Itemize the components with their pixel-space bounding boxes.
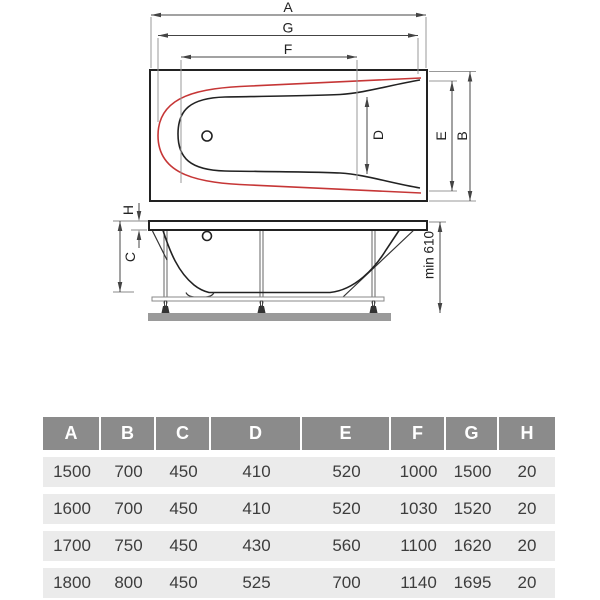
table-row (43, 568, 555, 598)
table-cell: 700 (114, 462, 143, 481)
dim-h (113, 203, 148, 248)
table-cell: 1100 (400, 536, 437, 555)
column-header-f: F (391, 417, 446, 450)
table-cell: 800 (114, 573, 143, 592)
column-header-a: A (43, 417, 101, 450)
table-row (43, 494, 555, 524)
dim-min-height (422, 222, 447, 313)
dim-label-h: H (120, 204, 136, 216)
table-header-row (43, 417, 555, 450)
table-cell: 20 (517, 573, 537, 592)
table-cell: 1030 (399, 499, 438, 518)
floor (148, 313, 391, 321)
dim-label-a: A (283, 0, 293, 15)
overflow-hole-side-view (203, 232, 212, 241)
table-cell: 450 (169, 499, 198, 518)
frame-foot-right (370, 301, 378, 313)
table-row (43, 457, 555, 487)
table-cell: 1500 (53, 462, 91, 481)
frame-bottom-rail (152, 297, 384, 301)
frame-foot-middle (258, 301, 266, 313)
column-header-b: B (101, 417, 156, 450)
table-cell: 750 (114, 536, 143, 555)
table-cell: 1000 (399, 462, 438, 481)
table-cell: 1620 (453, 536, 492, 555)
table-cell: 430 (242, 536, 271, 555)
column-header-g: G (446, 417, 499, 450)
table-cell: 700 (332, 573, 361, 592)
dim-label-f: F (283, 41, 293, 57)
table-cell: 1600 (53, 499, 91, 518)
column-header-c: C (156, 417, 211, 450)
table-cell: 1695 (453, 573, 492, 592)
frame-brace-right (343, 229, 415, 297)
table-cell: 525 (242, 573, 271, 592)
table-cell: 1800 (53, 573, 91, 592)
table-cell: 20 (517, 536, 537, 555)
table-cell: 520 (332, 462, 361, 481)
table-cell: 1500 (453, 462, 492, 481)
table-cell: 450 (169, 573, 198, 592)
column-header-e: E (302, 417, 391, 450)
table-cell: 1140 (400, 573, 437, 592)
dimension-table (43, 417, 555, 600)
table-cell: 450 (169, 462, 198, 481)
top-view (150, 0, 476, 201)
side-view (113, 203, 446, 321)
dim-c (113, 221, 138, 292)
frame-foot-left (162, 301, 170, 313)
table-cell: 20 (517, 462, 537, 481)
table-cell: 1700 (53, 536, 91, 555)
table-cell: 520 (332, 499, 361, 518)
tub-rim-side (149, 221, 427, 230)
column-header-h: H (499, 417, 555, 450)
table-cell: 410 (242, 499, 271, 518)
table-cell: 560 (332, 536, 361, 555)
dim-label-b: B (454, 131, 470, 141)
table-row (43, 531, 555, 561)
dim-label-c: C (122, 251, 138, 263)
dim-label-e: E (433, 131, 449, 141)
table-cell: 700 (114, 499, 143, 518)
tub-profile (163, 231, 399, 293)
table-cell: 20 (517, 499, 537, 518)
table-cell: 450 (169, 536, 198, 555)
table-cell: 410 (242, 462, 271, 481)
dim-e (429, 81, 457, 191)
table-cell: 1520 (453, 499, 492, 518)
dim-label-g: G (282, 19, 294, 36)
dim-label-min-height: min 610 (421, 230, 437, 280)
column-header-d: D (211, 417, 302, 450)
dim-label-d: D (370, 129, 386, 141)
